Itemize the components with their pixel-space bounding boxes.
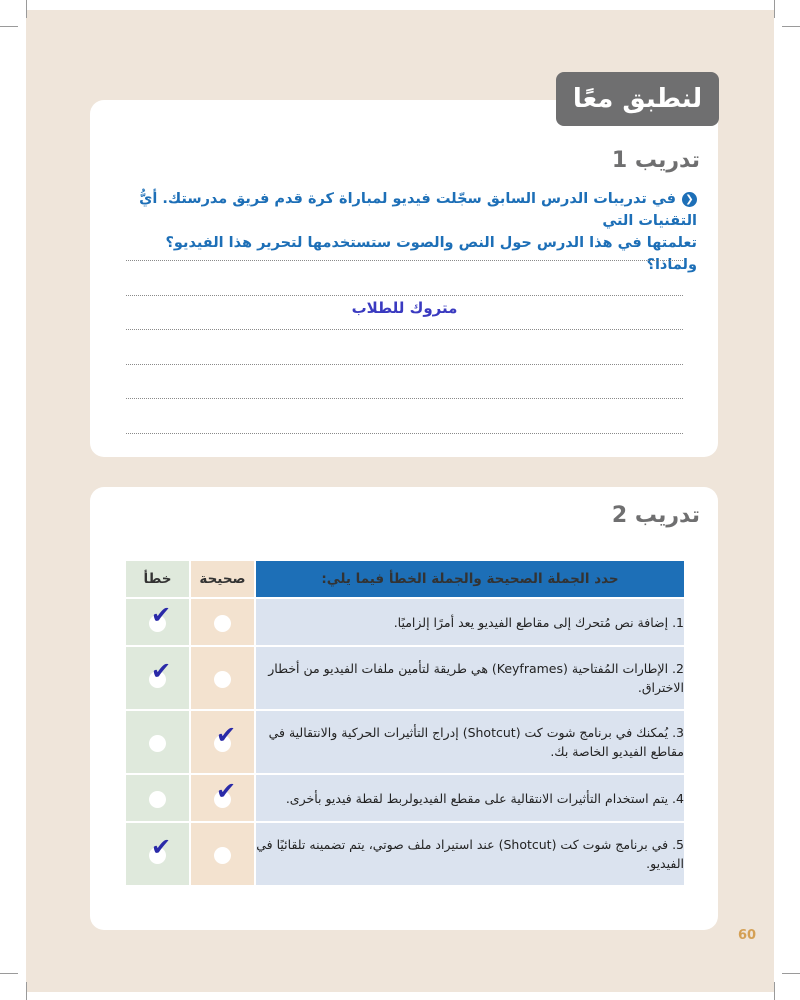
answer-line[interactable] xyxy=(126,329,683,330)
false-cell xyxy=(126,823,189,887)
checkmark-icon: ✔ xyxy=(151,600,172,629)
crop-mark xyxy=(774,982,775,1000)
statement-text: 4. يتم استخدام التأثيرات الانتقالية على مقطع الفيديولربط لقطة فيديو بأخرى. xyxy=(254,775,684,823)
answer-line[interactable] xyxy=(126,260,683,261)
crop-mark xyxy=(782,26,800,27)
crop-mark xyxy=(0,973,18,974)
true-false-table xyxy=(126,561,684,887)
crop-mark xyxy=(26,982,27,1000)
false-radio[interactable] xyxy=(149,832,172,864)
checkmark-icon: ✔ xyxy=(151,832,172,861)
exercise-1-title: تدريب 1 xyxy=(611,148,700,173)
false-cell xyxy=(126,711,189,775)
table-row xyxy=(126,711,684,775)
true-cell xyxy=(189,775,254,823)
table-row xyxy=(126,823,684,887)
true-radio[interactable] xyxy=(214,671,231,688)
table-row xyxy=(126,647,684,711)
checkmark-icon: ✔ xyxy=(216,720,237,749)
false-radio[interactable] xyxy=(149,600,172,632)
true-radio[interactable] xyxy=(214,720,237,752)
true-cell xyxy=(189,711,254,775)
false-radio[interactable] xyxy=(149,656,172,688)
question-line-2: تعلمتها في هذا الدرس حول النص والصوت ستستخدمها لتحرير هذا الفيديو؟ ولماذا؟ xyxy=(165,235,697,273)
question-line-1: في تدريبات الدرس السابق سجّلت فيديو لمباراة كرة قدم فريق مدرستك. أيُّ التقنيات التي xyxy=(139,191,697,229)
header-true: صحيحة xyxy=(189,561,254,599)
statement-text: 1. إضافة نص مُتحرك إلى مقاطع الفيديو يعد أمرًا إلزاميًا. xyxy=(254,599,684,647)
arrow-bullet-icon: ❮ xyxy=(682,192,697,207)
statement-text: 2. الإطارات المُفتاحية (Keyframes) هي طريقة لتأمين ملفات الفيديو من أخطار الاختراق. xyxy=(254,647,684,711)
answer-line[interactable] xyxy=(126,364,683,365)
statement-text: 5. في برنامج شوت كت (Shotcut) عند استيراد ملف صوتي، يتم تضمينه تلقائيًا في الفيديو. xyxy=(254,823,684,887)
exercise-2-title: تدريب 2 xyxy=(611,503,700,528)
true-radio[interactable] xyxy=(214,615,231,632)
true-cell xyxy=(189,647,254,711)
true-cell xyxy=(189,823,254,887)
table-row xyxy=(126,775,684,823)
answer-note: متروك للطلاب xyxy=(351,299,458,317)
checkmark-icon: ✔ xyxy=(151,656,172,685)
checkmark-icon: ✔ xyxy=(216,776,237,805)
false-cell xyxy=(126,599,189,647)
page-number: 60 xyxy=(738,928,757,943)
crop-mark xyxy=(0,26,18,27)
answer-line[interactable] xyxy=(126,295,683,296)
section-badge: لنطبق معًا xyxy=(556,72,719,126)
true-radio[interactable] xyxy=(214,776,237,808)
crop-mark xyxy=(774,0,775,18)
statement-text: 3. يُمكنك في برنامج شوت كت (Shotcut) إدراج التأثيرات الحركية والانتقالية في مقاطع الفيديو الخاصة بك. xyxy=(254,711,684,775)
exercise-1-question xyxy=(117,188,697,276)
false-cell xyxy=(126,775,189,823)
header-statement: حدد الجملة الصحيحة والجملة الخطأ فيما يلي: xyxy=(254,561,684,599)
false-cell xyxy=(126,647,189,711)
header-false: خطأ xyxy=(126,561,189,599)
answer-line[interactable] xyxy=(126,433,683,434)
true-radio[interactable] xyxy=(214,847,231,864)
crop-mark xyxy=(26,0,27,18)
table-row xyxy=(126,599,684,647)
answer-line[interactable] xyxy=(126,398,683,399)
false-radio[interactable] xyxy=(149,791,166,808)
crop-mark xyxy=(782,973,800,974)
true-cell xyxy=(189,599,254,647)
false-radio[interactable] xyxy=(149,735,166,752)
